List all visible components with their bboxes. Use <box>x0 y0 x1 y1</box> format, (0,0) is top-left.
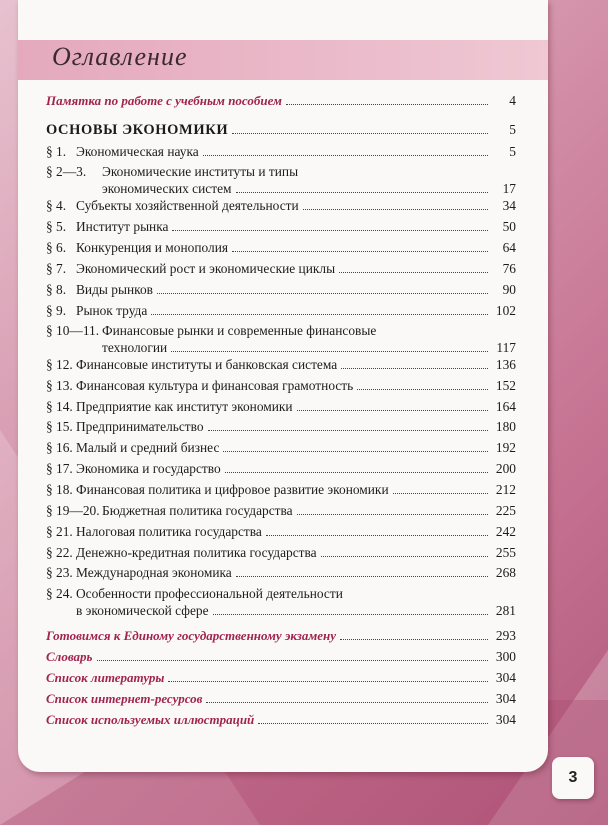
toc-entry-page: 304 <box>495 670 516 685</box>
dot-leader <box>213 614 488 615</box>
toc-entry-page: 192 <box>495 440 516 455</box>
toc-entry-title: Виды рынков <box>76 282 153 297</box>
toc-entry-title: Финансовая культура и финансовая грамотность <box>76 378 354 393</box>
dot-leader <box>339 272 488 273</box>
toc-entry-page: 304 <box>495 712 516 727</box>
section-number: § 9. <box>46 303 67 318</box>
toc-entry-page: 90 <box>502 282 516 297</box>
toc-entry-title: Финансовая политика и цифровое развитие экономики <box>76 482 389 497</box>
toc-entry-title: Предпринимательство <box>76 419 204 434</box>
dot-leader <box>266 535 488 536</box>
toc-entry-title: Субъекты хозяйственной деятельности <box>76 198 299 213</box>
toc-entry[interactable] <box>46 481 516 498</box>
toc-entry-title: Особенности профессиональной деятельности <box>76 586 343 601</box>
section-number: § 14. <box>46 399 73 414</box>
toc-entry-title: Институт рынка <box>76 219 169 234</box>
toc-entry-title: Готовимся к Единому государственному экзамену <box>46 628 336 643</box>
dot-leader <box>340 639 488 640</box>
toc-entry[interactable] <box>46 356 516 373</box>
toc-entry-page: 76 <box>502 261 516 276</box>
toc-entry[interactable] <box>46 163 516 197</box>
toc-entry-page: 34 <box>502 198 516 213</box>
section-number: § 12. <box>46 357 73 372</box>
section-number: § 4. <box>46 198 67 213</box>
toc-entry-title: Рынок труда <box>76 303 148 318</box>
toc-entry-title-continued: в экономической сфере <box>76 603 209 618</box>
dot-leader <box>236 192 488 193</box>
toc-entry-page: 180 <box>495 419 516 434</box>
toc-entry[interactable] <box>46 322 516 356</box>
dot-leader <box>286 104 488 105</box>
toc-entry[interactable] <box>46 711 516 728</box>
page-number: 3 <box>552 757 594 799</box>
dot-leader <box>97 660 488 661</box>
section-number: § 1. <box>46 144 67 159</box>
toc-entry-title-continued: технологии <box>102 340 168 355</box>
dot-leader <box>232 251 488 252</box>
toc-entry-title: Список используемых иллюстраций <box>46 712 255 727</box>
dot-leader <box>341 368 488 369</box>
toc-entry-page: 164 <box>495 399 516 414</box>
toc-entry[interactable] <box>46 669 516 686</box>
section-number: § 8. <box>46 282 67 297</box>
dot-leader <box>258 723 488 724</box>
toc-entry-page: 212 <box>495 482 516 497</box>
section-number: § 13. <box>46 378 73 393</box>
section-number: § 22. <box>46 545 73 560</box>
toc-entry-page: 200 <box>495 461 516 476</box>
toc-entry[interactable] <box>46 281 516 298</box>
toc-entry-page: 5 <box>509 122 516 137</box>
toc-entry-page: 64 <box>502 240 516 255</box>
toc-entry-title: ОСНОВЫ ЭКОНОМИКИ <box>46 122 229 138</box>
section-number: § 16. <box>46 440 73 455</box>
dot-leader <box>223 451 488 452</box>
toc-entry-title: Экономика и государство <box>76 461 221 476</box>
toc-entry[interactable] <box>46 460 516 477</box>
toc-entry-page: 136 <box>495 357 516 372</box>
page-title: Оглавление <box>52 42 188 71</box>
toc-entry[interactable] <box>46 197 516 214</box>
toc-entry-title-continued: экономических систем <box>102 181 232 196</box>
toc-entry-page: 102 <box>495 303 516 318</box>
toc-entry[interactable] <box>46 648 516 665</box>
dot-leader <box>393 493 488 494</box>
toc-entry-title: Экономические институты и типы <box>102 164 299 179</box>
toc-entry-title: Памятка по работе с учебным пособием <box>46 93 282 108</box>
section-number: § 6. <box>46 240 67 255</box>
toc-entry-page: 225 <box>495 503 516 518</box>
dot-leader <box>206 702 488 703</box>
toc-entry-page: 268 <box>495 565 516 580</box>
dot-leader <box>297 514 488 515</box>
toc-entry-page: 304 <box>495 691 516 706</box>
dot-leader <box>321 556 488 557</box>
toc-entry[interactable] <box>46 502 516 519</box>
section-number: § 17. <box>46 461 73 476</box>
toc-entry-page: 255 <box>495 545 516 560</box>
toc-entry-title: Словарь <box>46 649 93 664</box>
toc-entry-page: 293 <box>495 628 516 643</box>
section-number: § 24. <box>46 586 73 601</box>
toc-entry-title: Конкуренция и монополия <box>76 240 229 255</box>
dot-leader <box>236 576 488 577</box>
toc-entry-page: 152 <box>495 378 516 393</box>
dot-leader <box>151 314 488 315</box>
toc-entry[interactable] <box>46 121 516 139</box>
toc-entry-title: Финансовые рынки и современные финансовые <box>102 323 377 338</box>
toc-entry-title: Финансовые институты и банковская система <box>76 357 338 372</box>
toc-entry[interactable] <box>46 377 516 394</box>
toc-entry[interactable] <box>46 627 516 644</box>
section-number: § 15. <box>46 419 73 434</box>
toc-entry-title: Экономическая наука <box>76 144 199 159</box>
section-number: § 23. <box>46 565 73 580</box>
dot-leader <box>172 230 488 231</box>
toc-entry-page: 117 <box>496 340 516 355</box>
toc-entry[interactable] <box>46 418 516 435</box>
toc-entry[interactable] <box>46 260 516 277</box>
toc-entry-page: 17 <box>502 181 516 196</box>
toc-entry-page: 4 <box>509 93 516 108</box>
dot-leader <box>168 681 488 682</box>
toc-entry[interactable] <box>46 143 516 160</box>
toc-entry[interactable] <box>46 564 516 581</box>
dot-leader <box>171 351 488 352</box>
toc-entry-title: Международная экономика <box>76 565 232 580</box>
toc-entry[interactable] <box>46 398 516 415</box>
dot-leader <box>157 293 488 294</box>
section-number: § 10—11. <box>46 323 100 338</box>
toc-entry-title: Малый и средний бизнес <box>76 440 220 455</box>
section-number: § 7. <box>46 261 67 276</box>
toc-entry-page: 242 <box>495 524 516 539</box>
dot-leader <box>357 389 488 390</box>
toc-entry-page: 281 <box>495 603 516 618</box>
toc-entry[interactable] <box>46 544 516 561</box>
toc-entry[interactable] <box>46 585 516 619</box>
toc-entry-title: Список литературы <box>46 670 165 685</box>
toc-entry[interactable] <box>46 302 516 319</box>
dot-leader <box>203 155 488 156</box>
dot-leader <box>225 472 488 473</box>
toc-entry-title: Налоговая политика государства <box>76 524 262 539</box>
toc-entry[interactable] <box>46 439 516 456</box>
toc-entry-title: Список интернет-ресурсов <box>46 691 203 706</box>
toc-entry[interactable] <box>46 92 516 109</box>
section-number: § 5. <box>46 219 67 234</box>
dot-leader <box>297 410 488 411</box>
section-number: § 2—3. <box>46 164 87 179</box>
section-number: § 19—20. <box>46 503 100 518</box>
toc-entry-page: 50 <box>502 219 516 234</box>
toc-entry-title: Бюджетная политика государства <box>102 503 293 518</box>
toc-entry-page: 5 <box>509 144 516 159</box>
dot-leader <box>303 209 488 210</box>
dot-leader <box>232 133 488 134</box>
toc-entry-page: 300 <box>495 649 516 664</box>
toc-entry-title: Предприятие как институт экономики <box>76 399 293 414</box>
dot-leader <box>208 430 488 431</box>
toc-entry[interactable] <box>46 239 516 256</box>
toc-entry-title: Экономический рост и экономические циклы <box>76 261 336 276</box>
section-number: § 18. <box>46 482 73 497</box>
toc-entry[interactable] <box>46 690 516 707</box>
toc-entry-title: Денежно-кредитная политика государства <box>76 545 317 560</box>
toc-entry[interactable] <box>46 218 516 235</box>
toc-entry[interactable] <box>46 523 516 540</box>
section-number: § 21. <box>46 524 73 539</box>
